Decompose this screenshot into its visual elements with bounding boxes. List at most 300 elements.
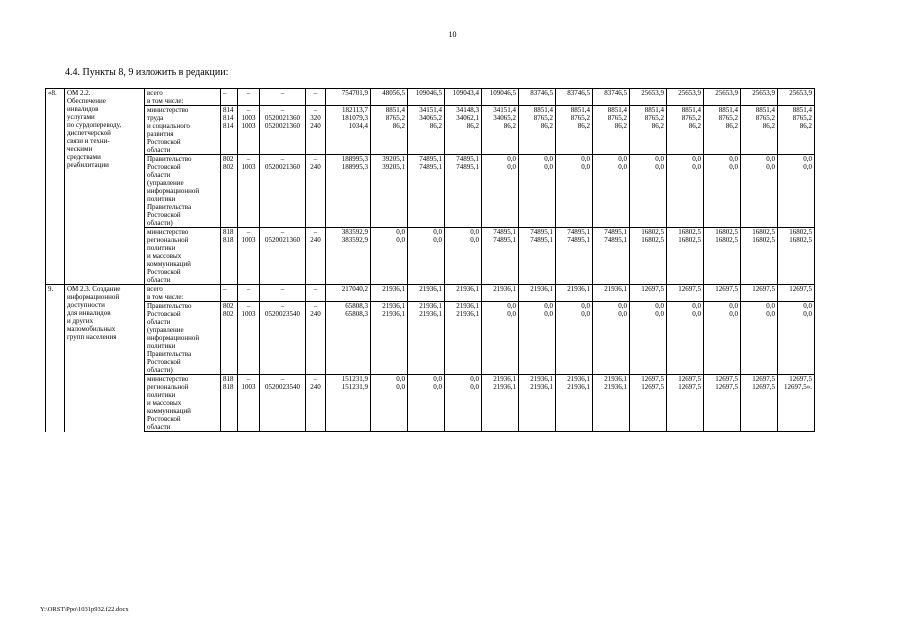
year-value: 8765,2 bbox=[630, 114, 667, 122]
year-value: 34148,3 bbox=[445, 106, 482, 115]
year-value: 21936,1 bbox=[408, 285, 445, 302]
measure-name-line: ОМ 2.2. bbox=[67, 89, 91, 97]
measure-name bbox=[65, 89, 145, 285]
vr-code: 240 bbox=[306, 236, 326, 285]
year-value: 0,0 bbox=[778, 163, 815, 228]
executor-cell bbox=[145, 302, 221, 311]
year-value: 25653,9 bbox=[741, 89, 778, 106]
csr-code: – bbox=[260, 302, 306, 311]
executor-line: области) bbox=[147, 366, 173, 374]
year-value: 0,0 bbox=[667, 155, 704, 164]
rzpr-code: 1003 bbox=[238, 383, 260, 432]
year-value: 8851,4 bbox=[667, 106, 704, 115]
year-value: 39205,1 bbox=[371, 163, 408, 228]
year-value: 21936,1 bbox=[408, 310, 445, 375]
year-value: 21936,1 bbox=[519, 375, 556, 384]
year-value: 0,0 bbox=[556, 302, 593, 311]
measure-name-line: информационной bbox=[67, 293, 120, 301]
year-value: 0,0 bbox=[519, 155, 556, 164]
year-value: 86,2 bbox=[445, 122, 482, 155]
year-value: 21936,1 bbox=[519, 383, 556, 432]
executor-line: Ростовской bbox=[147, 358, 181, 366]
year-value: 16802,5 bbox=[630, 228, 667, 237]
measure-name-line: диспетчерской bbox=[67, 129, 111, 137]
measure-name-line: доступности bbox=[67, 301, 105, 309]
executor-line: Ростовской bbox=[147, 163, 181, 171]
year-value: 0,0 bbox=[408, 236, 445, 285]
year-value: 0,0 bbox=[667, 310, 704, 375]
table-row bbox=[46, 228, 815, 237]
executor-line: министерство bbox=[147, 375, 189, 383]
table-row bbox=[46, 236, 815, 285]
year-value: 21936,1 bbox=[556, 285, 593, 302]
year-value: 21936,1 bbox=[371, 285, 408, 302]
year-value: 8851,4 bbox=[630, 106, 667, 115]
page-number: 10 bbox=[448, 30, 457, 39]
year-value: 0,0 bbox=[593, 310, 630, 375]
rzpr-code: – bbox=[238, 89, 260, 106]
year-value: 86,2 bbox=[778, 122, 815, 155]
csr-code: – bbox=[260, 106, 306, 115]
rzpr-code: – bbox=[238, 302, 260, 311]
item-number: «8. bbox=[46, 89, 65, 285]
year-value: 12697,5 bbox=[704, 285, 741, 302]
executor-line: всего bbox=[147, 285, 163, 293]
year-value: 16802,5 bbox=[741, 228, 778, 237]
year-value: 12697,5 bbox=[741, 285, 778, 302]
table-row bbox=[46, 302, 815, 311]
year-value: 39205,1 bbox=[371, 155, 408, 164]
year-value: 12697,5 bbox=[630, 375, 667, 384]
year-value: 8851,4 bbox=[593, 106, 630, 115]
measure-name-line: связи и техни- bbox=[67, 137, 110, 145]
year-value: 86,2 bbox=[593, 122, 630, 155]
year-value: 109043,4 bbox=[445, 89, 482, 106]
total-value: 65808,3 bbox=[326, 310, 371, 375]
measure-name-line: ОМ 2.3. Создание bbox=[67, 285, 121, 293]
year-value: 86,2 bbox=[519, 122, 556, 155]
year-value: 0,0 bbox=[704, 163, 741, 228]
year-value: 8851,4 bbox=[556, 106, 593, 115]
year-value: 8765,2 bbox=[556, 114, 593, 122]
csr-code: 0520021360 bbox=[260, 114, 306, 122]
vr-code: – bbox=[306, 106, 326, 115]
year-value: 16802,5 bbox=[667, 228, 704, 237]
grbs-code: 814 bbox=[221, 114, 238, 122]
year-value: 0,0 bbox=[482, 163, 519, 228]
year-value: 0,0 bbox=[482, 155, 519, 164]
year-value: 0,0 bbox=[741, 310, 778, 375]
rzpr-code: – bbox=[238, 375, 260, 384]
rzpr-code: 1003 bbox=[238, 310, 260, 375]
year-value: 16802,5 bbox=[741, 236, 778, 285]
year-value: 83746,5 bbox=[593, 89, 630, 106]
table-row bbox=[46, 106, 815, 115]
measure-name-line: ческими bbox=[67, 145, 93, 153]
executor-cell bbox=[145, 114, 221, 122]
executor-line: Правительства bbox=[147, 203, 192, 211]
year-value: 0,0 bbox=[704, 302, 741, 311]
year-value: 86,2 bbox=[630, 122, 667, 155]
grbs-code: 802 bbox=[221, 302, 238, 311]
year-value: 21936,1 bbox=[593, 375, 630, 384]
executor-cell bbox=[145, 285, 221, 302]
measure-name bbox=[65, 285, 145, 432]
year-value: 21936,1 bbox=[445, 310, 482, 375]
year-value: 0,0 bbox=[408, 383, 445, 432]
executor-line: Правительства bbox=[147, 350, 192, 358]
executor-line: региональной bbox=[147, 236, 189, 244]
total-value: 182113,7 bbox=[326, 106, 371, 115]
vr-code: 320 bbox=[306, 114, 326, 122]
vr-code: 240 bbox=[306, 310, 326, 375]
year-value: 34151,4 bbox=[408, 106, 445, 115]
executor-line: Ростовской bbox=[147, 268, 181, 276]
grbs-code: 814 bbox=[221, 106, 238, 115]
year-value: 21936,1 bbox=[482, 383, 519, 432]
year-value: 21936,1 bbox=[556, 375, 593, 384]
year-value: 0,0 bbox=[445, 375, 482, 384]
year-value: 86,2 bbox=[482, 122, 519, 155]
vr-code: – bbox=[306, 155, 326, 164]
year-value: 8851,4 bbox=[704, 106, 741, 115]
year-value: 74895,1 bbox=[593, 228, 630, 237]
year-value: 0,0 bbox=[778, 310, 815, 375]
executor-line: министерство bbox=[147, 106, 189, 114]
year-value: 12697,5 bbox=[667, 383, 704, 432]
year-value: 0,0 bbox=[741, 302, 778, 311]
table-row bbox=[46, 89, 815, 106]
year-value: 16802,5 bbox=[778, 236, 815, 285]
executor-cell bbox=[145, 122, 221, 155]
year-value: 0,0 bbox=[556, 310, 593, 375]
year-value: 12697,5». bbox=[778, 383, 815, 432]
year-value: 0,0 bbox=[482, 302, 519, 311]
year-value: 12697,5 bbox=[704, 375, 741, 384]
section-heading: 4.4. Пункты 8, 9 изложить в редакции: bbox=[65, 67, 229, 78]
year-value: 0,0 bbox=[593, 155, 630, 164]
rzpr-code: 1003 bbox=[238, 236, 260, 285]
year-value: 0,0 bbox=[445, 236, 482, 285]
executor-line: политики bbox=[147, 195, 176, 203]
total-value: 188995,3 bbox=[326, 163, 371, 228]
executor-line: Ростовской bbox=[147, 138, 181, 146]
total-value: 151231,9 bbox=[326, 383, 371, 432]
vr-code: 240 bbox=[306, 122, 326, 155]
year-value: 21936,1 bbox=[371, 302, 408, 311]
year-value: 16802,5 bbox=[704, 228, 741, 237]
year-value: 0,0 bbox=[445, 383, 482, 432]
year-value: 0,0 bbox=[371, 228, 408, 237]
executor-line: и массовых bbox=[147, 252, 182, 260]
year-value: 0,0 bbox=[556, 155, 593, 164]
executor-line: Ростовской bbox=[147, 415, 181, 423]
year-value: 0,0 bbox=[519, 310, 556, 375]
year-value: 86,2 bbox=[741, 122, 778, 155]
year-value: 8765,2 bbox=[741, 114, 778, 122]
executor-line: коммуникаций bbox=[147, 407, 191, 415]
year-value: 34065,2 bbox=[408, 114, 445, 122]
vr-code: 240 bbox=[306, 163, 326, 228]
year-value: 12697,5 bbox=[778, 285, 815, 302]
csr-code: – bbox=[260, 155, 306, 164]
year-value: 8765,2 bbox=[519, 114, 556, 122]
csr-code: 0520021360 bbox=[260, 122, 306, 155]
table-row bbox=[46, 114, 815, 122]
total-value: 383592,9 bbox=[326, 236, 371, 285]
executor-line: Ростовской bbox=[147, 211, 181, 219]
executor-line: (управление bbox=[147, 179, 184, 187]
table-row bbox=[46, 163, 815, 228]
year-value: 25653,9 bbox=[667, 89, 704, 106]
year-value: 8765,2 bbox=[371, 114, 408, 122]
table-row bbox=[46, 310, 815, 375]
csr-code: – bbox=[260, 285, 306, 302]
year-value: 21936,1 bbox=[482, 285, 519, 302]
executor-line: области bbox=[147, 146, 171, 154]
grbs-code: – bbox=[221, 89, 238, 106]
table-row bbox=[46, 122, 815, 155]
measure-name-line: и других bbox=[67, 317, 94, 325]
year-value: 0,0 bbox=[741, 163, 778, 228]
executor-line: коммуникаций bbox=[147, 260, 191, 268]
executor-line: развития bbox=[147, 130, 174, 138]
year-value: 8851,4 bbox=[519, 106, 556, 115]
year-value: 21936,1 bbox=[593, 285, 630, 302]
year-value: 0,0 bbox=[704, 310, 741, 375]
executor-line: Правительство bbox=[147, 155, 192, 163]
year-value: 74895,1 bbox=[482, 236, 519, 285]
year-value: 0,0 bbox=[667, 302, 704, 311]
csr-code: – bbox=[260, 375, 306, 384]
vr-code: – bbox=[306, 302, 326, 311]
year-value: 109046,5 bbox=[408, 89, 445, 106]
year-value: 12697,5 bbox=[630, 285, 667, 302]
vr-code: – bbox=[306, 285, 326, 302]
grbs-code: 802 bbox=[221, 163, 238, 228]
total-value: 1034,4 bbox=[326, 122, 371, 155]
year-value: 21936,1 bbox=[445, 285, 482, 302]
executor-line: (управление bbox=[147, 326, 184, 334]
measure-name-line: Обеспечение bbox=[67, 97, 106, 105]
executor-line: и массовых bbox=[147, 399, 182, 407]
vr-code: – bbox=[306, 228, 326, 237]
year-value: 8851,4 bbox=[741, 106, 778, 115]
year-value: 16802,5 bbox=[704, 236, 741, 285]
year-value: 21936,1 bbox=[556, 383, 593, 432]
executor-line: области) bbox=[147, 219, 173, 227]
measure-name-line: по сурдопереводу, bbox=[67, 121, 122, 129]
total-value: 217040,2 bbox=[326, 285, 371, 302]
rzpr-code: 1003 bbox=[238, 114, 260, 122]
year-value: 21936,1 bbox=[519, 285, 556, 302]
grbs-code: 802 bbox=[221, 310, 238, 375]
table-row bbox=[46, 155, 815, 164]
vr-code: – bbox=[306, 375, 326, 384]
executor-line: политики bbox=[147, 342, 176, 350]
year-value: 0,0 bbox=[519, 302, 556, 311]
executor-line: области bbox=[147, 423, 171, 431]
executor-line: политики bbox=[147, 244, 176, 252]
table-row bbox=[46, 375, 815, 384]
total-value: 754701,9 bbox=[326, 89, 371, 106]
year-value: 12697,5 bbox=[667, 375, 704, 384]
year-value: 86,2 bbox=[704, 122, 741, 155]
measure-name-line: услугами bbox=[67, 113, 95, 121]
executor-line: области bbox=[147, 318, 171, 326]
vr-code: – bbox=[306, 89, 326, 106]
executor-line: области bbox=[147, 171, 171, 179]
executor-line: Правительство bbox=[147, 302, 192, 310]
year-value: 0,0 bbox=[371, 383, 408, 432]
measure-name-line: маломобильных bbox=[67, 325, 116, 333]
total-value: 188995,3 bbox=[326, 155, 371, 164]
executor-cell bbox=[145, 375, 221, 384]
grbs-code: 818 bbox=[221, 228, 238, 237]
rzpr-code: – bbox=[238, 106, 260, 115]
year-value: 0,0 bbox=[704, 155, 741, 164]
csr-code: 0520021360 bbox=[260, 236, 306, 285]
year-value: 0,0 bbox=[741, 155, 778, 164]
year-value: 0,0 bbox=[630, 155, 667, 164]
grbs-code: 814 bbox=[221, 122, 238, 155]
year-value: 21936,1 bbox=[408, 302, 445, 311]
year-value: 0,0 bbox=[778, 302, 815, 311]
year-value: 0,0 bbox=[371, 236, 408, 285]
csr-code: 0520023540 bbox=[260, 383, 306, 432]
executor-cell bbox=[145, 228, 221, 237]
year-value: 86,2 bbox=[371, 122, 408, 155]
executor-line: и социального bbox=[147, 122, 190, 130]
year-value: 21936,1 bbox=[482, 375, 519, 384]
total-value: 181079,3 bbox=[326, 114, 371, 122]
csr-code: – bbox=[260, 89, 306, 106]
year-value: 16802,5 bbox=[778, 228, 815, 237]
grbs-code: 802 bbox=[221, 155, 238, 164]
measure-name-line: реабилитации bbox=[67, 161, 109, 169]
year-value: 8765,2 bbox=[704, 114, 741, 122]
year-value: 0,0 bbox=[630, 310, 667, 375]
item-number: 9. bbox=[46, 285, 65, 432]
year-value: 21936,1 bbox=[371, 310, 408, 375]
year-value: 12697,5 bbox=[778, 375, 815, 384]
rzpr-code: 1003 bbox=[238, 122, 260, 155]
year-value: 48056,5 bbox=[371, 89, 408, 106]
year-value: 74895,1 bbox=[519, 228, 556, 237]
year-value: 0,0 bbox=[630, 302, 667, 311]
total-value: 65808,3 bbox=[326, 302, 371, 311]
total-value: 151231,9 bbox=[326, 375, 371, 384]
executor-line: труда bbox=[147, 114, 164, 122]
executor-line: в том числе: bbox=[147, 97, 184, 105]
year-value: 0,0 bbox=[667, 163, 704, 228]
executor-line: в том числе: bbox=[147, 293, 184, 301]
year-value: 12697,5 bbox=[704, 383, 741, 432]
year-value: 0,0 bbox=[408, 375, 445, 384]
year-value: 12697,5 bbox=[741, 383, 778, 432]
total-value: 383592,9 bbox=[326, 228, 371, 237]
year-value: 0,0 bbox=[593, 163, 630, 228]
year-value: 74895,1 bbox=[556, 228, 593, 237]
year-value: 0,0 bbox=[408, 228, 445, 237]
year-value: 25653,9 bbox=[704, 89, 741, 106]
year-value: 34062,1 bbox=[445, 114, 482, 122]
year-value: 8765,2 bbox=[593, 114, 630, 122]
csr-code: – bbox=[260, 228, 306, 237]
year-value: 0,0 bbox=[482, 310, 519, 375]
year-value: 21936,1 bbox=[445, 302, 482, 311]
year-value: 16802,5 bbox=[630, 236, 667, 285]
csr-code: 0520021360 bbox=[260, 163, 306, 228]
executor-cell bbox=[145, 236, 221, 285]
year-value: 0,0 bbox=[593, 302, 630, 311]
year-value: 34151,4 bbox=[482, 106, 519, 115]
year-value: 0,0 bbox=[371, 375, 408, 384]
year-value: 12697,5 bbox=[741, 375, 778, 384]
year-value: 0,0 bbox=[630, 163, 667, 228]
year-value: 0,0 bbox=[778, 155, 815, 164]
rzpr-code: – bbox=[238, 285, 260, 302]
executor-line: министерство bbox=[147, 228, 189, 236]
year-value: 25653,9 bbox=[630, 89, 667, 106]
year-value: 74895,1 bbox=[519, 236, 556, 285]
year-value: 16802,5 bbox=[667, 236, 704, 285]
year-value: 74895,1 bbox=[408, 163, 445, 228]
measure-name-line: средствами bbox=[67, 153, 101, 161]
rzpr-code: – bbox=[238, 155, 260, 164]
grbs-code: 818 bbox=[221, 236, 238, 285]
executor-cell bbox=[145, 106, 221, 115]
executor-line: всего bbox=[147, 89, 163, 97]
executor-cell bbox=[145, 310, 221, 375]
measure-name-line: для инвалидов bbox=[67, 309, 111, 317]
rzpr-code: 1003 bbox=[238, 163, 260, 228]
year-value: 21936,1 bbox=[593, 383, 630, 432]
year-value: 0,0 bbox=[519, 163, 556, 228]
year-value: 83746,5 bbox=[519, 89, 556, 106]
executor-cell bbox=[145, 163, 221, 228]
grbs-code: 818 bbox=[221, 375, 238, 384]
year-value: 34065,2 bbox=[482, 114, 519, 122]
executor-line: информационной bbox=[147, 334, 200, 342]
year-value: 12697,5 bbox=[667, 285, 704, 302]
year-value: 74895,1 bbox=[445, 155, 482, 164]
grbs-code: 818 bbox=[221, 383, 238, 432]
year-value: 74895,1 bbox=[445, 163, 482, 228]
year-value: 86,2 bbox=[408, 122, 445, 155]
year-value: 8851,4 bbox=[371, 106, 408, 115]
measure-name-line: групп населения bbox=[67, 333, 117, 341]
grbs-code: – bbox=[221, 285, 238, 302]
year-value: 86,2 bbox=[556, 122, 593, 155]
year-value: 8765,2 bbox=[778, 114, 815, 122]
executor-cell bbox=[145, 383, 221, 432]
year-value: 83746,5 bbox=[556, 89, 593, 106]
year-value: 74895,1 bbox=[593, 236, 630, 285]
executor-line: области bbox=[147, 276, 171, 284]
file-path-footer: Y:\ORST\Ppo\1031p932.f22.docx bbox=[40, 606, 129, 613]
executor-line: политики bbox=[147, 391, 176, 399]
csr-code: 0520023540 bbox=[260, 310, 306, 375]
executor-line: региональной bbox=[147, 383, 189, 391]
year-value: 0,0 bbox=[556, 163, 593, 228]
year-value: 86,2 bbox=[667, 122, 704, 155]
executor-line: Ростовской bbox=[147, 310, 181, 318]
year-value: 8851,4 bbox=[778, 106, 815, 115]
rzpr-code: – bbox=[238, 228, 260, 237]
year-value: 74895,1 bbox=[482, 228, 519, 237]
year-value: 0,0 bbox=[445, 228, 482, 237]
